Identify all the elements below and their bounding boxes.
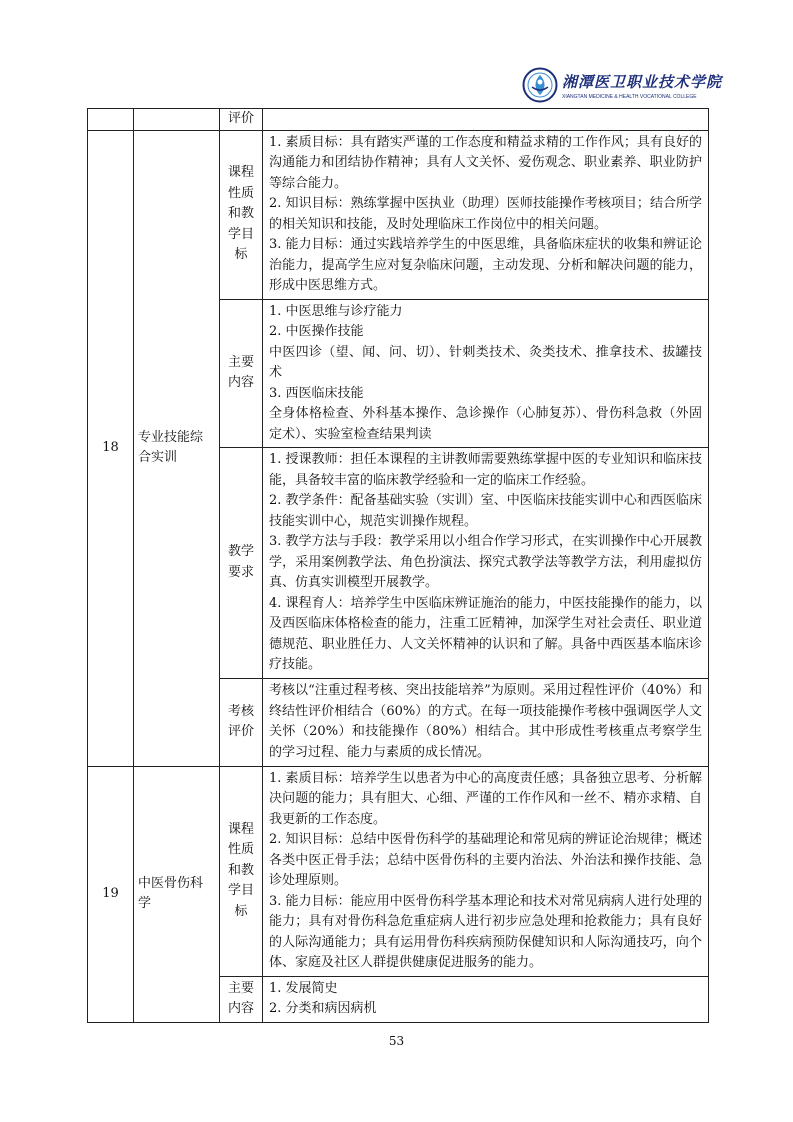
- course-number: 18: [88, 130, 134, 766]
- section-content: 1. 素质目标：培养学生以患者为中心的高度责任感；具备独立思考、分析解决问题的能力；具有胆大、心细、严谨的工作作风和一丝不、精亦求精、自我更新的工作态度。 2. 知识目标：总结中医骨伤科学的基础理论和常见病的辨证论治规律；概述各类中医正骨手法；总结中医骨伤科的主要内治法、外治法和操作技能、急诊处理原则。 3. 能力目标：能应用中医骨伤科学基本理论和技术对常见病病人进行处理的能力；具有对骨伤科急危重症病人进行初步应急处理和抢救能力；具有良好的人际沟通能力；具有运用骨伤科疾病预防保健知识和人际沟通技巧，向个体、家庭及社区人群提供健康促进服务的能力。: [263, 766, 709, 976]
- section-label: 课程性质和教学目标: [220, 766, 263, 976]
- course-table: [87, 108, 709, 1023]
- section-label: 主要内容: [220, 299, 263, 448]
- section-content: 1. 素质目标：具有踏实严谨的工作态度和精益求精的工作作风；具有良好的沟通能力和团结协作精神；具有人文关怀、爱伤观念、职业素养、职业防护等综合能力。 2. 知识目标：熟练掌握中医执业（助理）医师技能操作考核项目；结合所学的相关知识和技能，及时处理临床工作岗位中的相关问题。 3. 能力目标：通过实践培养学生的中医思维，具备临床症状的收集和辨证论治能力，提高学生应对复杂临床问题，主动发现、分析和解决问题的能力，形成中医思维方式。: [263, 130, 709, 299]
- college-emblem-icon: [522, 67, 558, 103]
- table-row: [88, 766, 709, 976]
- course-number-cell: [88, 109, 134, 131]
- table-row: [88, 109, 709, 131]
- page-number: 53: [388, 1034, 405, 1048]
- section-label: 主要内容: [220, 976, 263, 1022]
- college-name-cn: 湘潭医卫职业技术学院: [562, 72, 723, 91]
- course-name-cell: [134, 109, 220, 131]
- college-name-en: XIANGTAN MEDICINE & HEALTH VOCATIONAL COLLEGE: [562, 93, 697, 100]
- section-label: 教学要求: [220, 448, 263, 679]
- section-label: 课程性质和教学目标: [220, 130, 263, 299]
- section-content: 考核以“注重过程考核、突出技能培养”为原则。采用过程性评价（40%）和终结性评价相结合（60%）的方式。在每一项技能操作考核中强调医学人文关怀（20%）和技能操作（80%）相结合。其中形成性考核重点考察学生的学习过程、能力与素质的成长情况。: [263, 678, 709, 766]
- section-label: 评价: [220, 109, 263, 131]
- course-name: 专业技能综合实训: [134, 130, 220, 766]
- section-content: [263, 109, 709, 131]
- course-number: 19: [88, 766, 134, 1022]
- section-content: 1. 授课教师：担任本课程的主讲教师需要熟练掌握中医的专业知识和临床技能，具备较丰富的临床教学经验和一定的临床工作经验。 2. 教学条件：配备基础实验（实训）室、中医临床技能实训中心和西医临床技能实训中心，规范实训操作规程。 3. 教学方法与手段：教学采用以小组合作学习形式，在实训操作中心开展教学，采用案例教学法、角色扮演法、探究式教学法等教学方法，利用虚拟仿真、仿真实训模型开展教学。 4. 课程育人：培养学生中医临床辨证施治的能力，中医技能操作的能力，以及西医临床体格检查的能力，注重工匠精神，加深学生对社会责任、职业道德规范、职业胜任力、人文关怀精神的认识和了解。具备中西医基本临床诊疗技能。: [263, 448, 709, 679]
- section-content: 1. 中医思维与诊疗能力 2. 中医操作技能 中医四诊（望、闻、问、切）、针刺类技术、灸类技术、推拿技术、拔罐技术 3. 西医临床技能 全身体格检查、外科基本操作、急诊操作（心肺复苏）、骨伤科急救（外固定术）、实验室检查结果判读: [263, 299, 709, 448]
- college-logo: [522, 66, 722, 104]
- course-name: 中医骨伤科学: [134, 766, 220, 1022]
- table-row: [88, 130, 709, 299]
- section-label: 考核评价: [220, 678, 263, 766]
- section-content: 1. 发展简史 2. 分类和病因病机: [263, 976, 709, 1022]
